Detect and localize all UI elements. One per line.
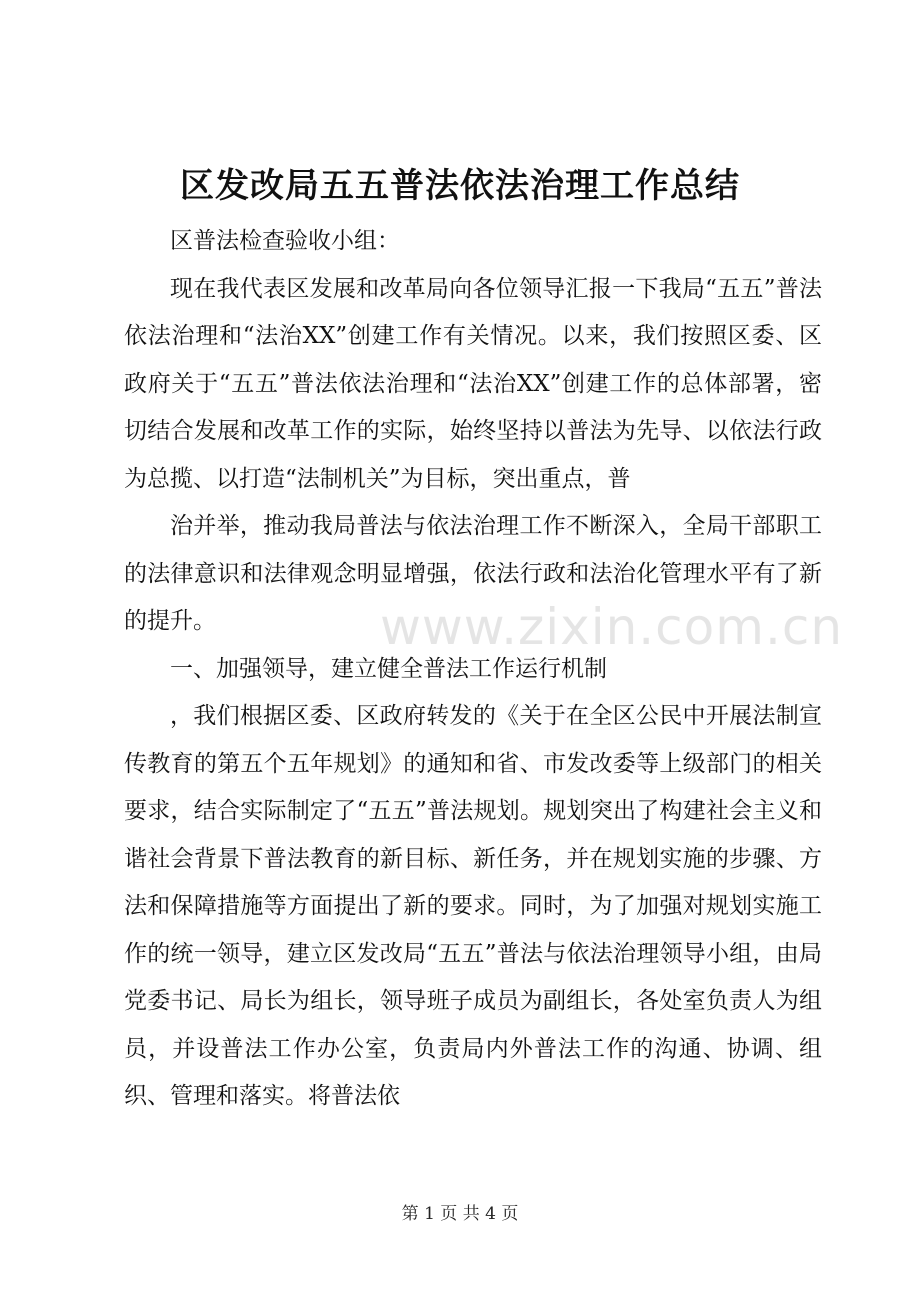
section-heading-1: 一、加强领导，建立健全普法工作运行机制 — [170, 655, 607, 682]
document-body — [124, 218, 822, 1121]
page-footer: 第 1 页 共 4 页 — [401, 1204, 519, 1224]
body-paragraph-1: 现在我代表区发展和改革局向各位领导汇报一下我局“五五”普法依法治理和“法治XX”创建工作有关情况。以来，我们按照区委、区政府关于“五五”普法依法治理和“法治XX”创建工作的总体部署，密切结合发展和改革工作的实际，始终坚持以普法为先导、以依法行政为总揽、以打造“法制机关”为目标，突出重点，普 — [124, 275, 822, 492]
watermark: www.zixin.com.cn — [380, 598, 844, 656]
document-title: 区发改局五五普法依法治理工作总结 — [180, 166, 740, 206]
body-paragraph-2: 治并举，推动我局普法与依法治理工作不断深入，全局干部职工的法律意识和法律观念明显增强，依法行政和法治化管理水平有了新的提升。 — [124, 513, 822, 634]
body-paragraph-3: ，我们根据区委、区政府转发的《关于在全区公民中开展法制宣传教育的第五个五年规划》的通知和省、市发改委等上级部门的相关要求，结合实际制定了“五五”普法规划。规划突出了构建社会主义和谐社会背景下普法教育的新目标、新任务，并在规划实施的步骤、方法和保障措施等方面提出了新的要求。同时，为了加强对规划实施工作的统一领导，建立区发改局“五五”普法与依法治理领导小组，由局党委书记、局长为组长，领导班子成员为副组长，各处室负责人为组员，并设普法工作办公室，负责局内外普法工作的沟通、协调、组织、管理和落实。将普法依 — [124, 703, 822, 1109]
salutation-paragraph: 区普法检查验收小组： — [170, 228, 400, 254]
